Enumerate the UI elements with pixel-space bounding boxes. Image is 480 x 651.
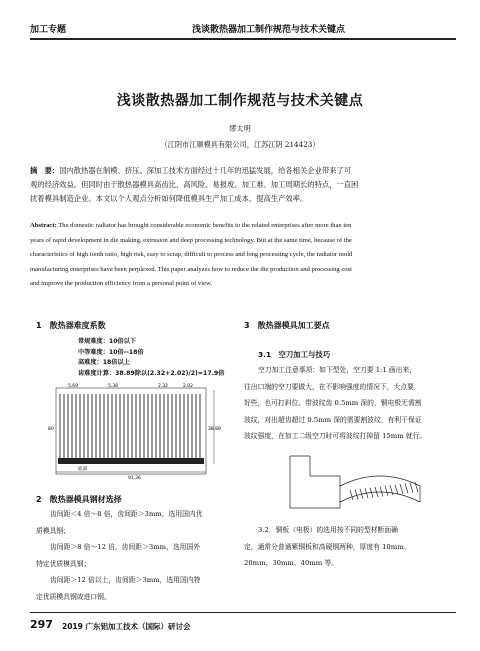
conference-name: 2019 广东铝加工技术（国际）研讨会 xyxy=(62,622,191,631)
body-line: 定，通常分普通紫铜板和高硬铜两种，厚度有 10mm、 xyxy=(244,542,411,551)
section-1-heading: 1 散热器难度系数 xyxy=(36,321,106,330)
section-3-1-heading: 3.1 空刀加工与技巧 xyxy=(258,350,331,359)
coil-line xyxy=(410,483,413,493)
page-number: 297 xyxy=(30,618,53,631)
body-line: 特定优质模具钢； xyxy=(36,559,91,568)
dim-label: 38.89 xyxy=(208,427,221,432)
abstract-cn-line: 观的经济效益。但同时由于散热器模具高齿比、高风险、易报废、加工难、加工周期长的特点，一直困 xyxy=(30,180,359,189)
coil-line xyxy=(380,486,383,496)
coil-line xyxy=(385,486,388,496)
section-3-2-body xyxy=(244,522,456,572)
section-3-1-body xyxy=(244,362,456,445)
body-line: 20mm、30mm、40mm 等。 xyxy=(244,559,338,567)
author-name: 缪太明 xyxy=(229,124,251,133)
abstract-en xyxy=(30,219,450,292)
abstract-cn-line: 扰着模具制造企业。本文以个人观点分析如何降低模具生产加工成本，提高生产效率。 xyxy=(30,194,308,203)
dim-label: 5.38 xyxy=(108,384,119,389)
section-2-heading: 2 散热器模具钢材选择 xyxy=(36,495,122,504)
difficulty-line: 常规难度：10倍以下 xyxy=(78,338,137,345)
body-line: 齿间距＞8 倍～12 倍，齿间距＞3mm，选用国外 xyxy=(50,543,201,551)
body-line: 往出口端的空刀要做大，在不影响强度的情况下，大点要 xyxy=(244,382,414,391)
dim-label: 2.32 xyxy=(158,384,169,389)
column-label: 加工专题 xyxy=(30,25,67,35)
footer-rule xyxy=(30,612,456,613)
running-title: 浅谈散热器加工制作规范与技术关键点 xyxy=(192,25,346,35)
difficulty-line: 齿难度计算：38.89除以(2.32+2.02)/2)=17.9倍 xyxy=(78,369,225,377)
body-line: 空刀加工注意事项：如下型处，空刀要 1:1 画出来， xyxy=(258,366,416,374)
coil-line xyxy=(355,489,358,499)
section-2-body xyxy=(36,506,236,605)
abstract-cn-label: 摘 要： xyxy=(30,166,60,175)
abstract-en-line: years of rapid development in die making, extrusion and deep processing technology. But at the same time, because of the xyxy=(30,236,352,244)
abstract-en-line: and improve the production efficiency from a personal point of view. xyxy=(30,280,213,288)
body-line: 波纹，对出超齿超过 0.5mm 深的需要割波纹，有利于保证 xyxy=(244,415,422,424)
body-line: 质模具钢； xyxy=(36,526,70,535)
die-drawing xyxy=(270,446,450,516)
abstract-en-line: The domestic radiator has brought considerable economic benefits to the related enterprises after more than ten xyxy=(58,222,352,229)
dim-label: 5.69 xyxy=(68,384,79,389)
dim-label: 80 xyxy=(48,427,54,432)
dim-label: 91.36 xyxy=(128,476,141,481)
dim-label: 2.02 xyxy=(183,384,194,389)
abstract-en-line: manufacturing enterprises have been perplexed. This paper analyzes how to reduce the die production and processing cost xyxy=(30,265,352,273)
abstract-en-label: Abstract: xyxy=(30,222,57,229)
difficulty-line: 中等难度：10倍--18倍 xyxy=(78,348,144,356)
coil-line xyxy=(400,484,403,494)
difficulty-line: 高难度：18倍以上 xyxy=(78,359,130,366)
body-line: 齿间距＜4 倍～8 倍，齿间距＞3mm，选用国内优 xyxy=(50,510,203,518)
dim-label: 底部 xyxy=(78,467,87,472)
page-footer xyxy=(30,616,330,630)
body-line: 波纹强度，在加工二级空刀时可将波纹打掉留 15mm 就行。 xyxy=(244,432,427,440)
coil-line xyxy=(395,485,398,495)
coil-line xyxy=(390,485,393,495)
coil-line xyxy=(405,483,408,493)
abstract-en-line: characteristics of high tooth ratio, high risk, easy to scrap, difficult to process and long processing cycle, the radiator mold xyxy=(30,251,353,259)
body-line: 3.2 铜板（电极）的选用按不同的型材断面确 xyxy=(258,526,398,534)
author-affiliation: （江阴市江顺模具有限公司，江苏江阴 214423） xyxy=(160,140,320,149)
heatsink-drawing xyxy=(48,380,221,481)
body-line: 好些，也可打斜位。带波纹齿 0.5mm 深的，铜电极无需割 xyxy=(244,399,422,407)
header-rule xyxy=(30,38,456,40)
abstract-cn-line: 国内散热器在制模、挤压、深加工技术方面经过十几年的迅猛发展，给各相关企业带来了可 xyxy=(59,166,352,175)
running-header xyxy=(30,22,456,36)
coil-line xyxy=(415,482,418,492)
abstract-cn xyxy=(30,164,450,206)
article-title: 浅谈散热器加工制作规范与技术关键点 xyxy=(116,93,364,109)
section-3-heading: 3 散热器模具加工要点 xyxy=(244,321,330,330)
difficulty-list xyxy=(78,337,224,379)
coil-line xyxy=(350,490,353,500)
body-line: 齿间距＞12 倍以上，齿间距＞3mm，选用国内特 xyxy=(50,576,201,584)
body-line: 定优质模具钢或进口钢。 xyxy=(36,592,111,601)
